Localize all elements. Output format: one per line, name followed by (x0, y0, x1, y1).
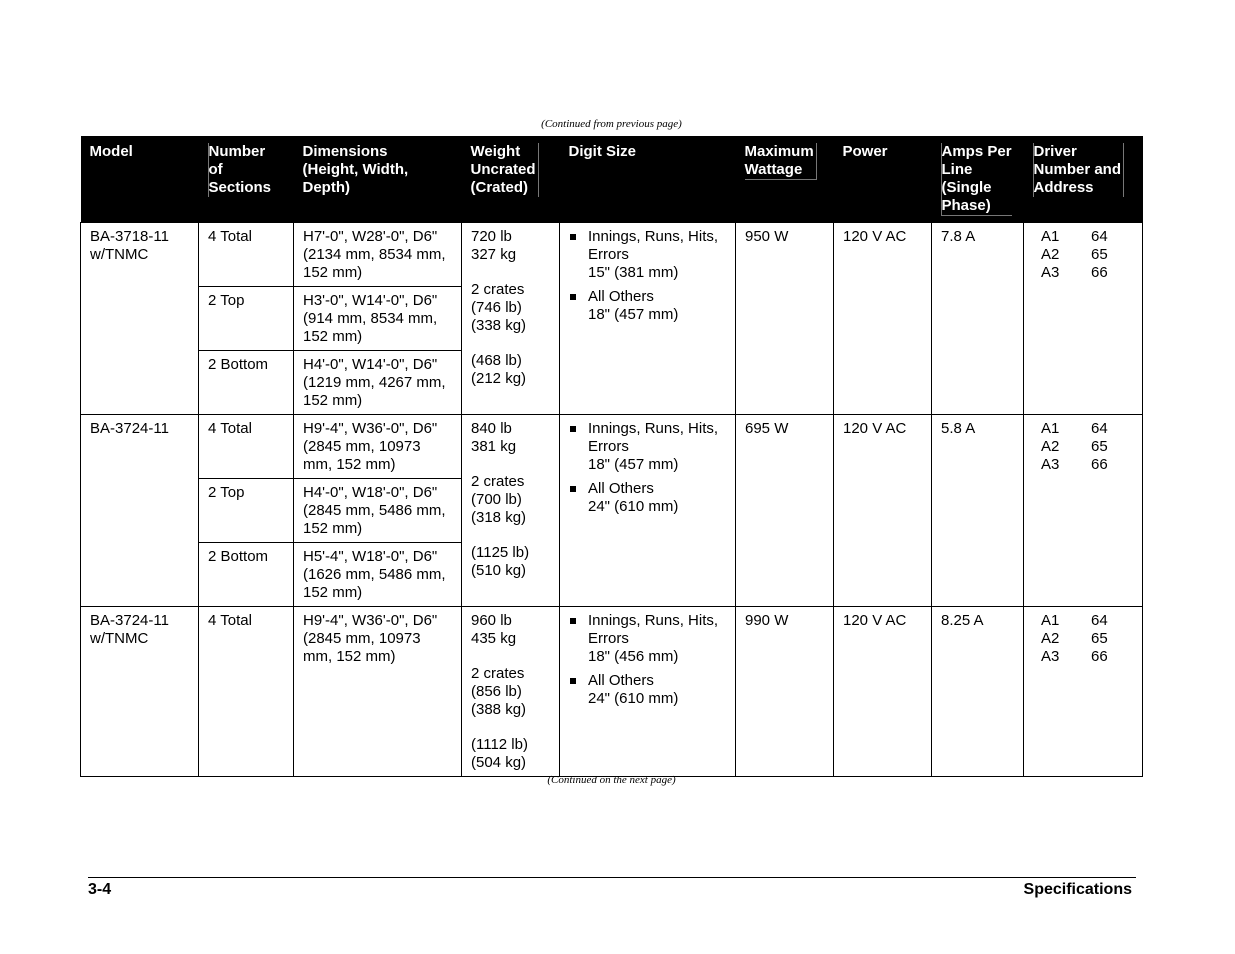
amps-cell: 5.8 A (932, 415, 1024, 607)
wattage-cell: 695 W (736, 415, 834, 607)
weight-cell: 840 lb 381 kg 2 crates (700 lb) (318 kg) (1125 lb) (510 kg) (462, 415, 560, 607)
driver-cell: A1 64 A2 65 A3 66 (1024, 223, 1143, 415)
list-item: Innings, Runs, Hits, Errors 18" (456 mm) (569, 612, 727, 666)
dimensions-cell: H7'-0", W28'-0", D6" (2134 mm, 8534 mm, 152 mm) (294, 223, 462, 287)
weight-cell: 960 lb 435 kg 2 crates (856 lb) (388 kg) (1112 lb) (504 kg) (462, 607, 560, 777)
amps-cell: 8.25 A (932, 607, 1024, 777)
table-row (81, 415, 1143, 479)
digit-size-cell (560, 415, 736, 607)
list-item: All Others 24" (610 mm) (569, 480, 727, 516)
model-cell: BA-3724-11 w/TNMC (81, 607, 199, 777)
model-cell: BA-3724-11 (81, 415, 199, 607)
bullet-icon (570, 294, 576, 300)
dimensions-cell: H3'-0", W14'-0", D6" (914 mm, 8534 mm, 152 mm) (294, 287, 462, 351)
footer-divider (88, 877, 1136, 878)
header-digit-size: Digit Size (560, 136, 736, 223)
header-dimensions: Dimensions (Height, Width, Depth) (294, 136, 462, 223)
wattage-cell: 950 W (736, 223, 834, 415)
bullet-icon (570, 678, 576, 684)
power-cell: 120 V AC (834, 607, 932, 777)
continued-from-note: (Continued from previous page) (541, 118, 682, 130)
list-item: Innings, Runs, Hits, Errors 15" (381 mm) (569, 228, 727, 282)
header-sections: Number of Sections (199, 136, 294, 223)
header-driver: Driver Number and Address (1024, 136, 1143, 223)
digit-size-cell (560, 607, 736, 777)
dimensions-cell: H9'-4", W36'-0", D6" (2845 mm, 10973 mm, 152 mm) (294, 607, 462, 777)
page-number: 3-4 (88, 881, 112, 898)
wattage-cell: 990 W (736, 607, 834, 777)
header-power: Power (834, 136, 932, 223)
driver-cell: A1 64 A2 65 A3 66 (1024, 415, 1143, 607)
bullet-icon (570, 234, 576, 240)
list-item: All Others 24" (610 mm) (569, 672, 727, 708)
sections-cell: 2 Top (199, 287, 294, 351)
list-item: All Others 18" (457 mm) (569, 288, 727, 324)
bullet-icon (570, 426, 576, 432)
power-cell: 120 V AC (834, 223, 932, 415)
table-row (81, 607, 1143, 777)
header-model: Model (81, 136, 199, 223)
sections-cell: 2 Top (199, 479, 294, 543)
section-title: Specifications (1023, 881, 1132, 898)
header-weight: Weight Uncrated (Crated) (462, 136, 560, 223)
specifications-table (80, 136, 1143, 777)
table-header-row (81, 136, 1143, 223)
sections-cell: 4 Total (199, 607, 294, 777)
digit-size-cell (560, 223, 736, 415)
power-cell: 120 V AC (834, 415, 932, 607)
model-cell: BA-3718-11 w/TNMC (81, 223, 199, 415)
sections-cell: 4 Total (199, 223, 294, 287)
dimensions-cell: H4'-0", W14'-0", D6" (1219 mm, 4267 mm, 152 mm) (294, 351, 462, 415)
bullet-icon (570, 618, 576, 624)
driver-cell: A1 64 A2 65 A3 66 (1024, 607, 1143, 777)
header-amps: Amps Per Line (Single Phase) (932, 136, 1024, 223)
dimensions-cell: H4'-0", W18'-0", D6" (2845 mm, 5486 mm, 152 mm) (294, 479, 462, 543)
sections-cell: 4 Total (199, 415, 294, 479)
dimensions-cell: H9'-4", W36'-0", D6" (2845 mm, 10973 mm, 152 mm) (294, 415, 462, 479)
list-item: Innings, Runs, Hits, Errors 18" (457 mm) (569, 420, 727, 474)
sections-cell: 2 Bottom (199, 543, 294, 607)
bullet-icon (570, 486, 576, 492)
header-wattage: Maximum Wattage (736, 136, 834, 223)
sections-cell: 2 Bottom (199, 351, 294, 415)
continued-on-note: (Continued on the next page) (547, 774, 676, 786)
table-row (81, 223, 1143, 287)
amps-cell: 7.8 A (932, 223, 1024, 415)
dimensions-cell: H5'-4", W18'-0", D6" (1626 mm, 5486 mm, 152 mm) (294, 543, 462, 607)
weight-cell: 720 lb 327 kg 2 crates (746 lb) (338 kg) (468 lb) (212 kg) (462, 223, 560, 415)
